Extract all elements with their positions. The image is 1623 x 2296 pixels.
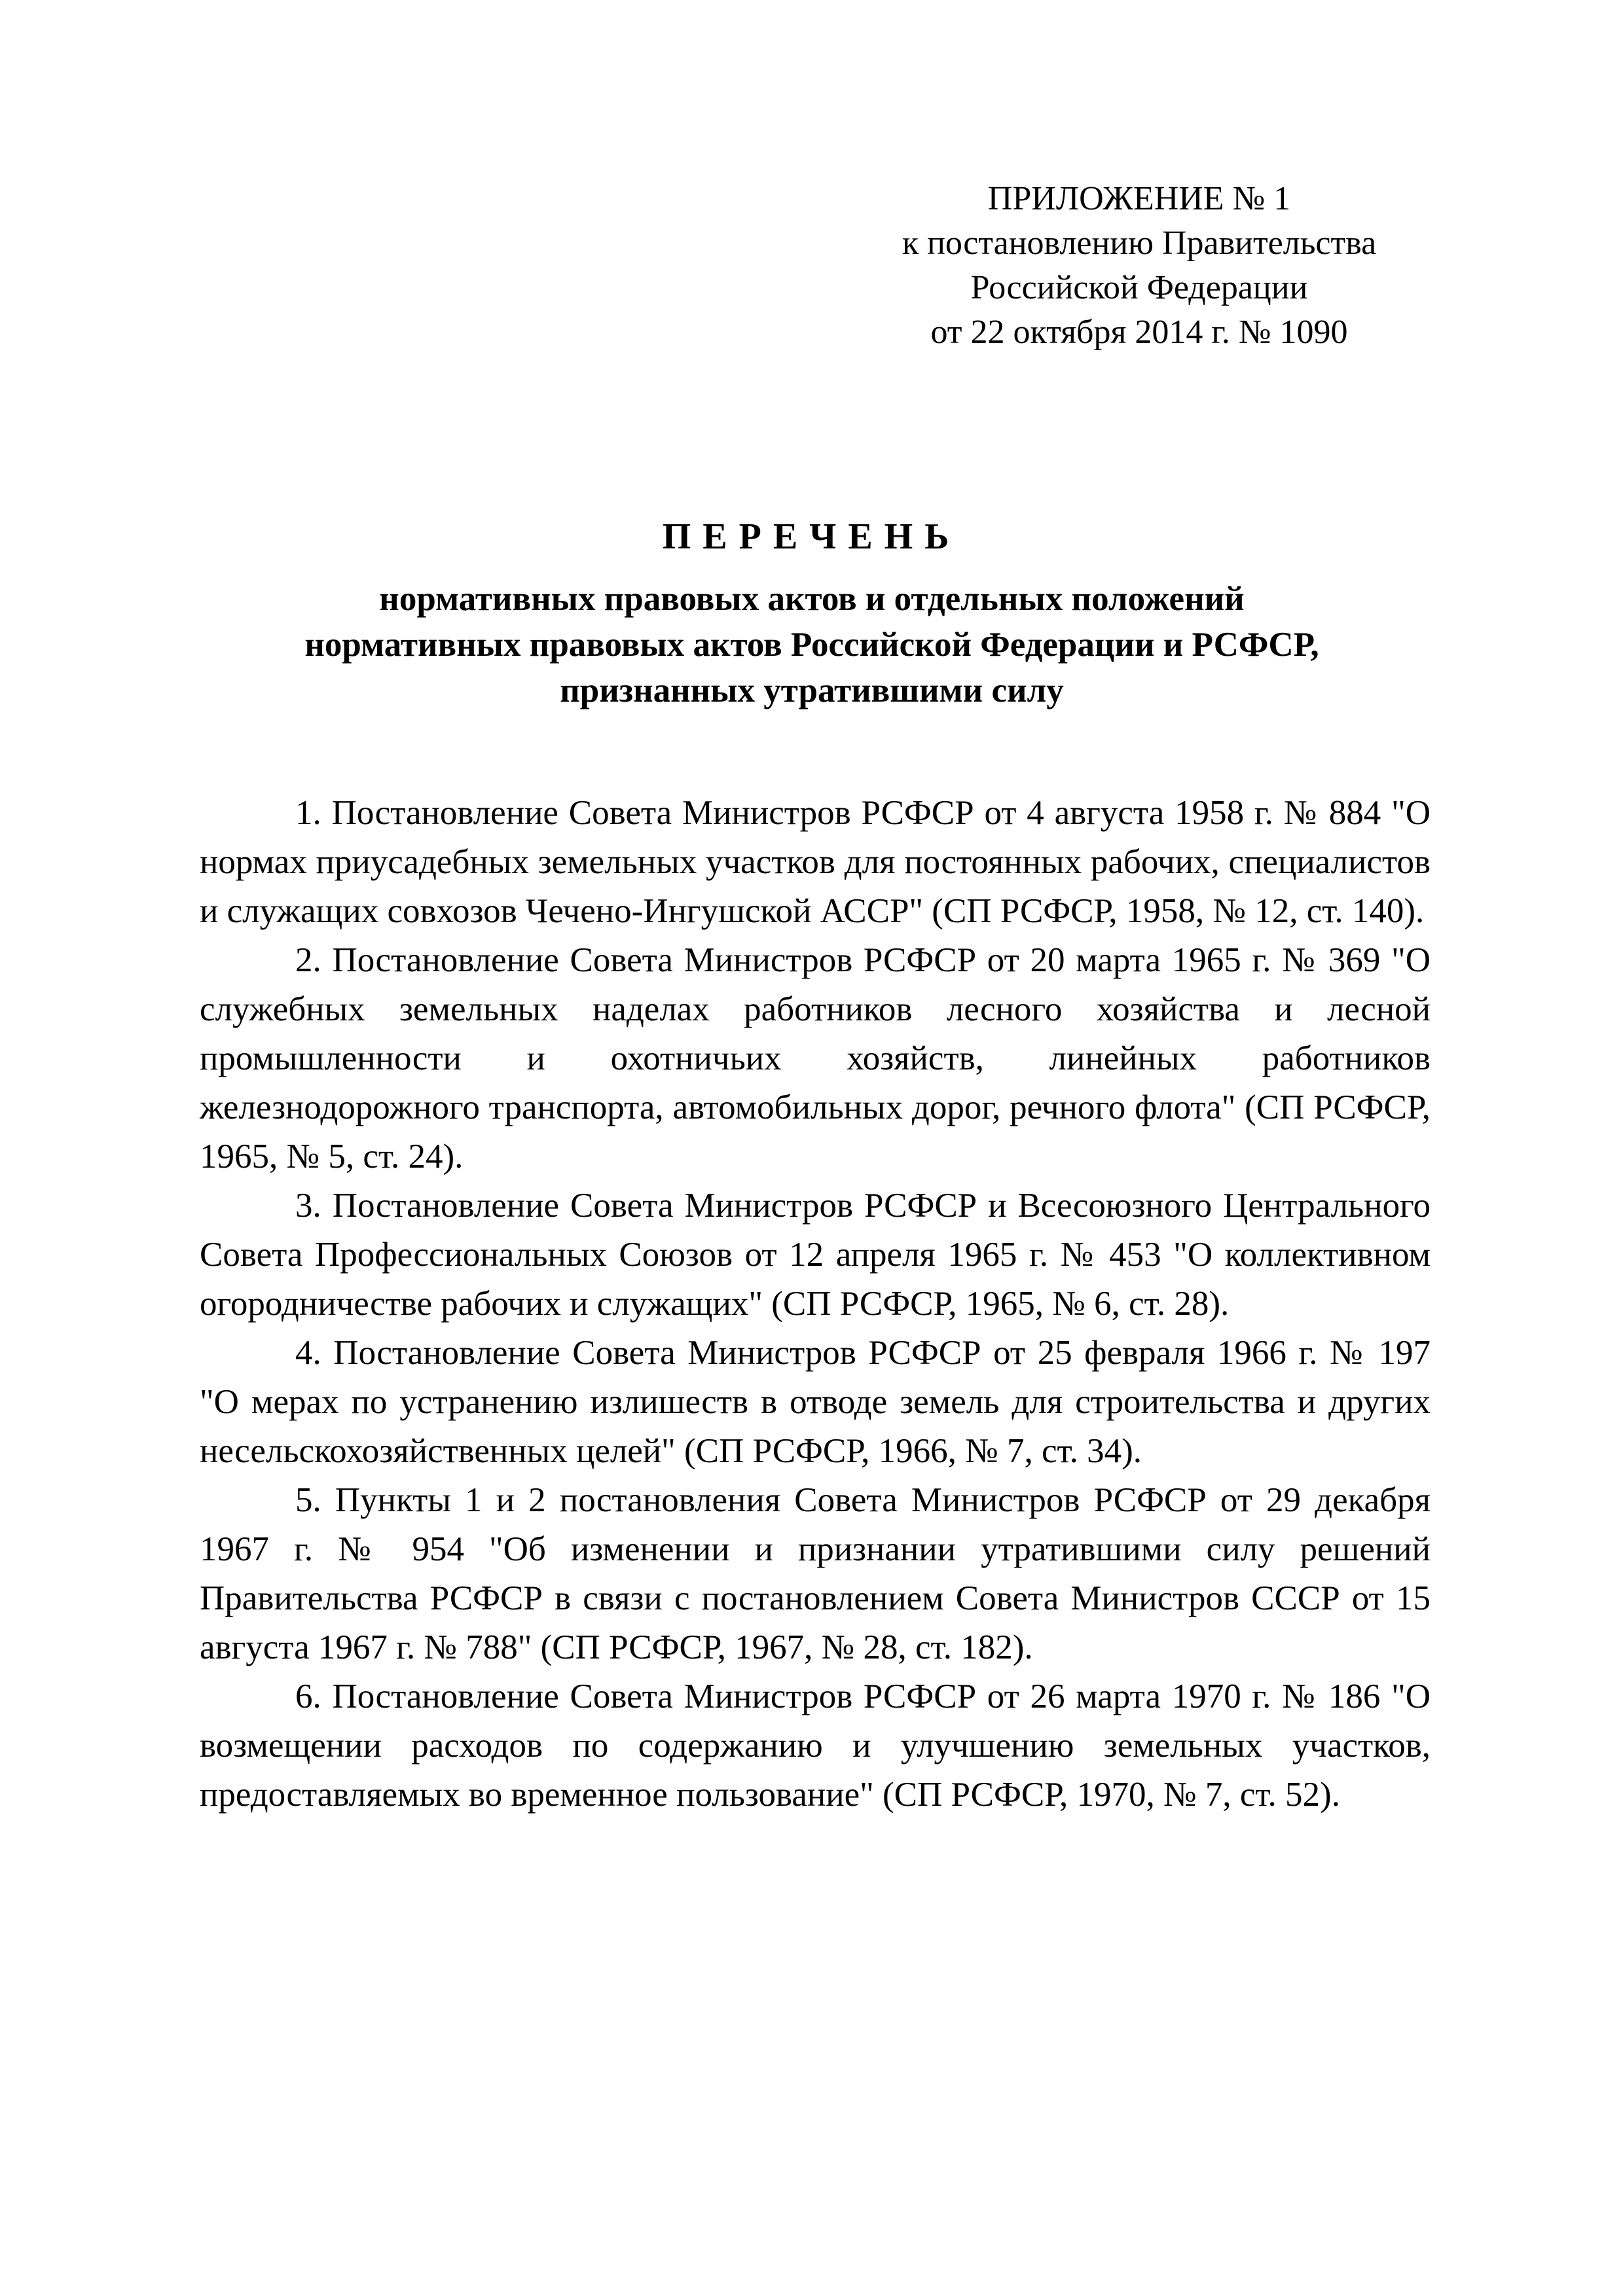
document-title: ПЕРЕЧЕНЬ [662,516,961,557]
list-item-5: 5. Пункты 1 и 2 постановления Совета Министров РСФСР от 29 декабря 1967 г. № 954 "Об изменении и признании утратившими силу решений Правительства РСФСР в связи с постановлением Совета Министров СССР от 15 августа 1967 г. № 788" (СП РСФСР, 1967, № 28, ст. 182). [200,1481,1431,1666]
list-item-3: 3. Постановление Совета Министров РСФСР и Всесоюзного Центрального Совета Профессиональных Союзов от 12 апреля 1965 г. № 453 "О коллективном огородничестве рабочих и служащих" (СП РСФСР, 1965, № 6, ст. 28). [200,1187,1431,1323]
list-item-6: 6. Постановление Совета Министров РСФСР от 26 марта 1970 г. № 186 "О возмещении расходов по содержанию и улучшению земельных участков, предоставляемых во временное пользование" (СП РСФСР, 1970, № 7, ст. 52). [200,1677,1431,1814]
list-item-2: 2. Постановление Совета Министров РСФСР от 20 марта 1965 г. № 369 "О служебных земельных наделах работников лесного хозяйства и лесной промышленности и охотничьих хозяйств, линейных работников железнодорожного транспорта, автомобильных дорог, речного флота" (СП РСФСР, 1965, № 5, ст. 24). [200,941,1431,1175]
appendix-header [845,177,1434,355]
subtitle-line-2: нормативных правовых актов Российской Федерации и РСФСР, [304,626,1319,664]
list-item-1: 1. Постановление Совета Министров РСФСР от 4 августа 1958 г. № 884 "О нормах приусадебных земельных участков для постоянных рабочих, специалистов и служащих совхозов Чечено-Ингушской АССР" (СП РСФСР, 1958, № 12, ст. 140). [200,794,1431,930]
acts-list [200,789,1431,1820]
appendix-date: от 22 октября 2014 г. № 1090 [930,314,1348,351]
appendix-government: Российской Федерации [970,269,1308,306]
appendix-number: ПРИЛОЖЕНИЕ № 1 [987,180,1291,217]
list-item-4: 4. Постановление Совета Министров РСФСР от 25 февраля 1966 г. № 197 "О мерах по устранению излишеств в отводе земель для строительства и других несельскохозяйственных целей" (СП РСФСР, 1966, № 7, ст. 34). [200,1334,1431,1470]
subtitle-line-3: признанных утратившими силу [560,672,1064,709]
subtitle-line-1: нормативных правовых актов и отдельных положений [379,580,1245,618]
document-subtitle [196,576,1427,713]
appendix-reference: к постановлению Правительства [902,224,1377,262]
